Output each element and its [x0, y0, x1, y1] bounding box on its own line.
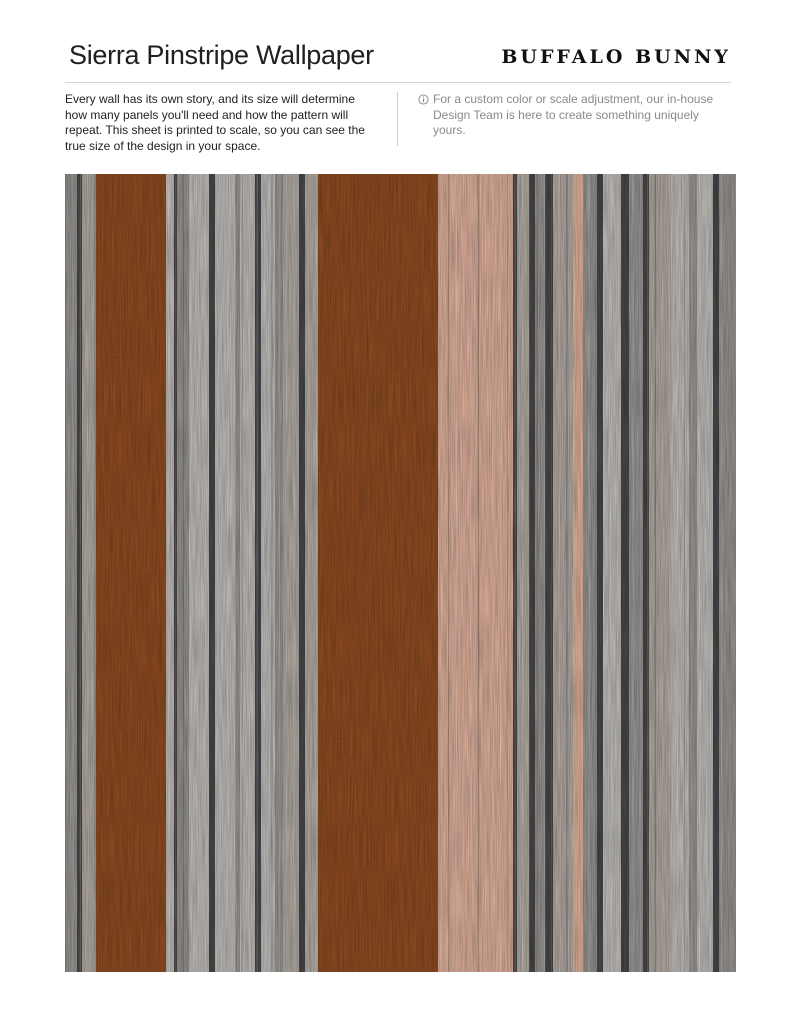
column-divider — [397, 92, 398, 146]
brand-logo: BUFFALO BUNNY — [501, 46, 731, 68]
custom-note — [418, 92, 728, 139]
page-title: Sierra Pinstripe Wallpaper — [69, 40, 374, 70]
intro-text: Every wall has its own story, and its size will determine how many panels you'll need and how the pattern will repeat. This sheet is printed to scale, so you can see the true size of the design in your space. — [65, 92, 365, 153]
custom-note-text: For a custom color or scale adjustment, our in-house Design Team is here to create something uniquely yours. — [433, 92, 714, 138]
info-circle-icon — [418, 94, 429, 105]
wallpaper-swatch — [65, 174, 736, 972]
wallpaper-pattern — [65, 174, 736, 972]
header — [65, 38, 731, 83]
